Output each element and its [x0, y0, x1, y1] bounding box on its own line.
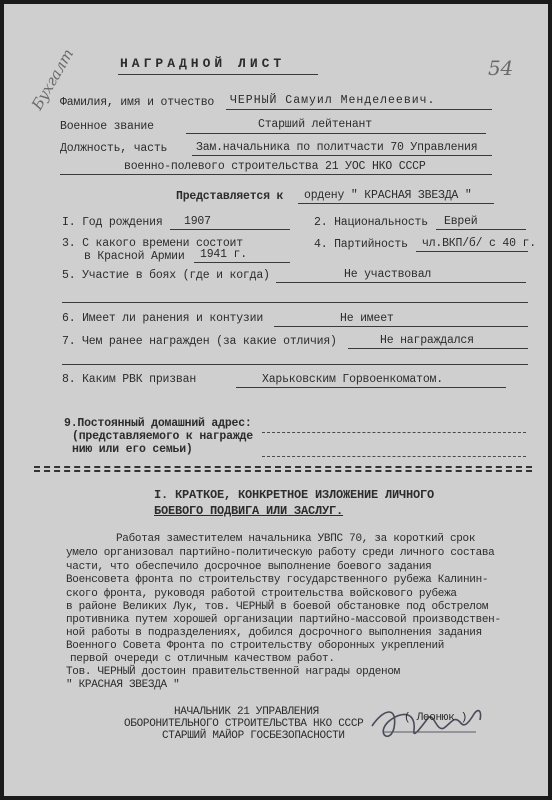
draft-office-value: Харьковским Горвоенкоматом.	[262, 373, 443, 386]
body-line: ной работы в подразделениях, добился досрочного выполнения задания	[66, 627, 482, 639]
rank-label: Военное звание	[60, 120, 154, 133]
address-label-3: нию или его семьи)	[72, 443, 193, 456]
body-line: " КРАСНАЯ ЗВЕЗДА "	[66, 679, 180, 691]
body-line: ского фронта, руководя работой строительства войскового рубежа	[66, 588, 457, 600]
nomination-value: ордену " КРАСНАЯ ЗВЕЗДА "	[304, 189, 472, 202]
nationality-line	[436, 229, 526, 230]
draft-office-label: 8. Каким РВК призван	[62, 373, 197, 386]
nationality-value: Еврей	[444, 215, 478, 228]
position-label: Должность, часть	[60, 142, 168, 155]
party-label: 4. Партийность	[314, 238, 408, 251]
body-line: умело организовал партийно-политическую работу среди личного состава	[66, 547, 495, 559]
wounds-line	[274, 326, 528, 327]
combat-line-2	[62, 302, 528, 303]
body-line: в районе Великих Лук, тов. ЧЕРНЫЙ в боевой обстановке под обстрелом	[66, 601, 489, 613]
prior-awards-label: 7. Чем ранее награжден (за какие отличия)	[62, 335, 337, 348]
service-since-label-2: в Красной Армии	[84, 250, 185, 263]
section-heading-1: I. КРАТКОЕ, КОНКРЕТНОЕ ИЗЛОЖЕНИЕ ЛИЧНОГО	[154, 488, 435, 502]
signature-line-1: НАЧАЛЬНИК 21 УПРАВЛЕНИЯ	[174, 706, 319, 718]
rank-line	[186, 133, 486, 134]
birth-year-line	[170, 229, 290, 230]
body-line: Военного Совета Фронта по строительству оборонных укреплений	[66, 640, 445, 652]
position-value-2: военно-полевого строительства 21 УОС НКО СССР	[124, 160, 426, 173]
page-number: 54	[488, 56, 514, 80]
prior-awards-line-2	[62, 364, 528, 365]
party-value: чл.ВКП/б/ с 40 г.	[422, 237, 536, 250]
body-line: противника путем хорошей организации партийно-массовой производствен-	[66, 614, 501, 626]
service-since-line	[194, 262, 290, 263]
service-since-label-1: 3. С какого времени состоит	[62, 237, 243, 250]
service-since-value: 1941 г.	[200, 248, 247, 261]
combat-label: 5. Участие в боях (где и когда)	[62, 269, 270, 282]
name-line	[226, 109, 492, 110]
signature-name: ( Леонюк )	[404, 712, 468, 724]
wounds-value: Не имеет	[340, 312, 394, 325]
position-value-1: Зам.начальника по политчасти 70 Управления	[196, 141, 478, 154]
birth-year-value: 1907	[184, 215, 211, 228]
combat-value: Не участвовал	[344, 268, 432, 281]
wounds-label: 6. Имеет ли ранения и контузии	[62, 312, 264, 325]
body-line: Работая заместителем начальника УВПС 70, за короткий срок	[116, 533, 476, 545]
birth-year-label: I. Год рождения	[62, 216, 163, 229]
address-line-2	[262, 456, 526, 457]
nomination-label: Представляется к	[176, 190, 284, 203]
address-label-1: 9.Постоянный домашний адрес:	[64, 417, 252, 430]
prior-awards-value: Не награждался	[380, 334, 474, 347]
nationality-label: 2. Национальность	[314, 216, 428, 229]
nomination-line	[298, 203, 494, 204]
address-label-2: (представляемого к награжде	[72, 430, 253, 443]
signature-line-2: ОБОРОНИТЕЛЬНОГО СТРОИТЕЛЬСТВА НКО СССР	[124, 718, 364, 730]
signature-line-3: СТАРШИЙ МАЙОР ГОСБЕЗОПАСНОСТИ	[162, 730, 345, 742]
body-line: Военсовета фронта по строительству государственного рубежа Калинин-	[66, 574, 489, 586]
position-line-1	[192, 155, 492, 156]
name-value: ЧЕРНЫЙ Самуил Менделеевич.	[230, 94, 436, 107]
combat-line	[276, 282, 526, 283]
address-line-1	[262, 432, 526, 433]
title-underline	[118, 74, 318, 75]
rank-value: Старший лейтенант	[258, 118, 372, 131]
party-line	[416, 251, 528, 252]
section-separator	[34, 466, 532, 472]
prior-awards-line	[348, 348, 528, 349]
body-line: первой очереди с отличным качеством работ.	[70, 653, 335, 665]
draft-office-line	[236, 387, 506, 388]
award-sheet-page	[4, 4, 548, 796]
position-line-2	[60, 174, 492, 175]
body-line: части, что обеспечило досрочное выполнение боевого задания	[66, 561, 432, 573]
name-label: Фамилия, имя и отчество	[60, 96, 215, 109]
corner-note: Бухгалт	[28, 45, 78, 113]
page-title: НАГРАДНОЙ ЛИСТ	[120, 56, 286, 71]
body-line: Тов. ЧЕРНЫЙ достоин правительственной награды орденом	[66, 666, 400, 678]
section-heading-2: БОЕВОГО ПОДВИГА ИЛИ ЗАСЛУГ.	[154, 504, 344, 518]
